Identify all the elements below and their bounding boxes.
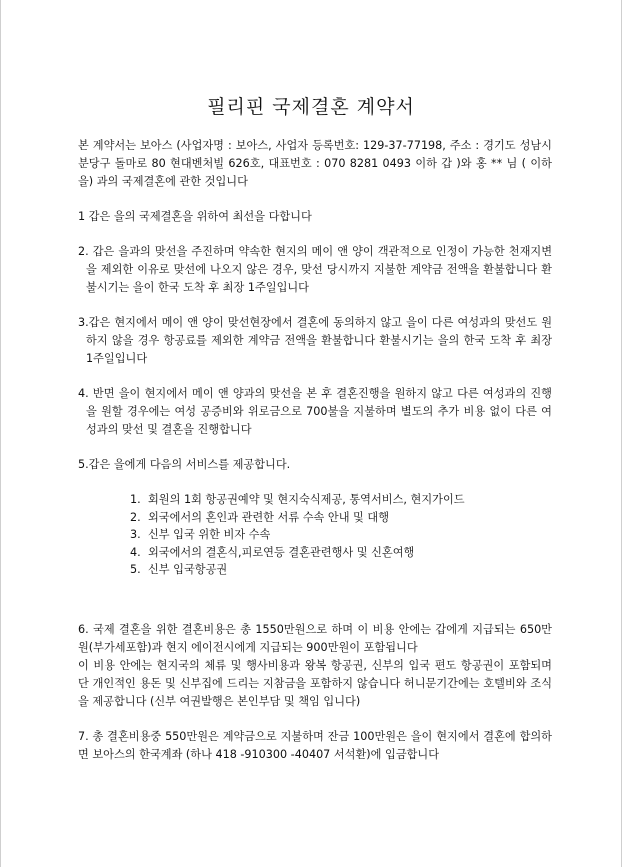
clause-1: 1 갑은 을의 국제결혼을 위하여 최선을 다합니다 bbox=[78, 210, 312, 223]
spacer bbox=[78, 599, 552, 621]
list-item bbox=[130, 526, 552, 544]
list-number: 1. bbox=[130, 493, 141, 506]
list-text: 외국에서의 결혼식,피로연등 결혼관련행사 및 신혼여행 bbox=[148, 545, 415, 559]
list-item bbox=[130, 561, 552, 579]
clause-5: 5.갑은 을에게 다음의 서비스를 제공합니다. bbox=[78, 458, 291, 471]
clause-4: 4. 반면 을이 현지에서 메이 앤 양과의 맞선을 본 후 결혼진행을 원하지 않고 다른 여성과의 진행을 원할 경우에는 여성 공증비와 위로금으로 700불을 지불하며 별도의 추가 비용 없이 다른 여성과의 맞선 및 결혼을 진행합니다 bbox=[78, 387, 552, 436]
list-item bbox=[130, 491, 552, 509]
list-text: 신부 입국항공권 bbox=[148, 563, 228, 576]
clause-3: 3.갑은 현지에서 메이 앤 양이 맞선현장에서 결혼에 동의하지 않고 을이 다른 여성과의 맞선도 원하지 않을 경우 항공료를 제외한 계약금 전액을 환불합니다 환불시기는 을의 한국 도착 후 최장 1주일입니다 bbox=[78, 316, 552, 365]
clause-7: 7. 총 결혼비용중 550만원은 계약금으로 지불하며 잔금 100만원은 을이 현지에서 결혼에 합의하면 보아스의 한국계좌 (하나 418 -910300 -40407 서석환)에 입금합니다 bbox=[78, 729, 552, 761]
list-text: 회원의 1회 항공권예약 및 현지숙식제공, 통역서비스, 현지가이드 bbox=[148, 493, 465, 506]
list-number: 3. bbox=[130, 528, 141, 541]
list-item bbox=[130, 509, 552, 527]
clause-2: 2. 갑은 을과의 맞선을 주진하며 약속한 현지의 메이 앤 양이 객관적으로 인정이 가능한 천재지변을 제외한 이유로 맞선에 나오지 않은 경우, 맞선 당시까지 지불한 계약금 전액을 환불합니다 환불시기는 을이 한국 도착 후 최장 1주일입니다 bbox=[78, 245, 552, 294]
services-list bbox=[78, 491, 552, 579]
list-item bbox=[130, 544, 552, 562]
clause-6: 6. 국제 결혼을 위한 결혼비용은 총 1550만원으로 하며 이 비용 안에는 갑에게 지급되는 650만원(부가세포함)과 현지 에이전시에게 지급되는 900만원이 포함됩니다 bbox=[78, 622, 552, 654]
list-number: 4. bbox=[130, 545, 141, 559]
list-text: 신부 입국 위한 비자 수속 bbox=[148, 528, 271, 541]
list-number: 2. bbox=[130, 510, 141, 524]
intro-paragraph: 본 계약서는 보아스 (사업자명 : 보아스, 사업자 등록번호: 129-37-77198, 주소 : 경기도 성남시 분당구 돌마로 80 현대벤처빌 626호, 대표번호 : 070 8281 0493 이하 갑 )와 홍 ** 님 ( 이하 을) 과의 국제결혼에 관한 것입니다 bbox=[78, 139, 552, 188]
document-title: 필리핀 국제결혼 계약서 bbox=[207, 96, 415, 118]
list-number: 5. bbox=[130, 563, 141, 576]
clause-6-detail: 이 비용 안에는 현지국의 체류 및 행사비용과 왕복 항공권, 신부의 입국 편도 항공권이 포함되며 단 개인적인 용돈 및 신부집에 드리는 지참금을 포함하지 않습니다 허니문기간에는 호텔비와 조식을 제공합니다 (신부 여권발행은 본인부담 및 책임 입니다) bbox=[78, 658, 552, 708]
document-body bbox=[78, 137, 552, 781]
list-text: 외국에서의 혼인과 관련한 서류 수속 안내 및 대행 bbox=[148, 510, 390, 524]
